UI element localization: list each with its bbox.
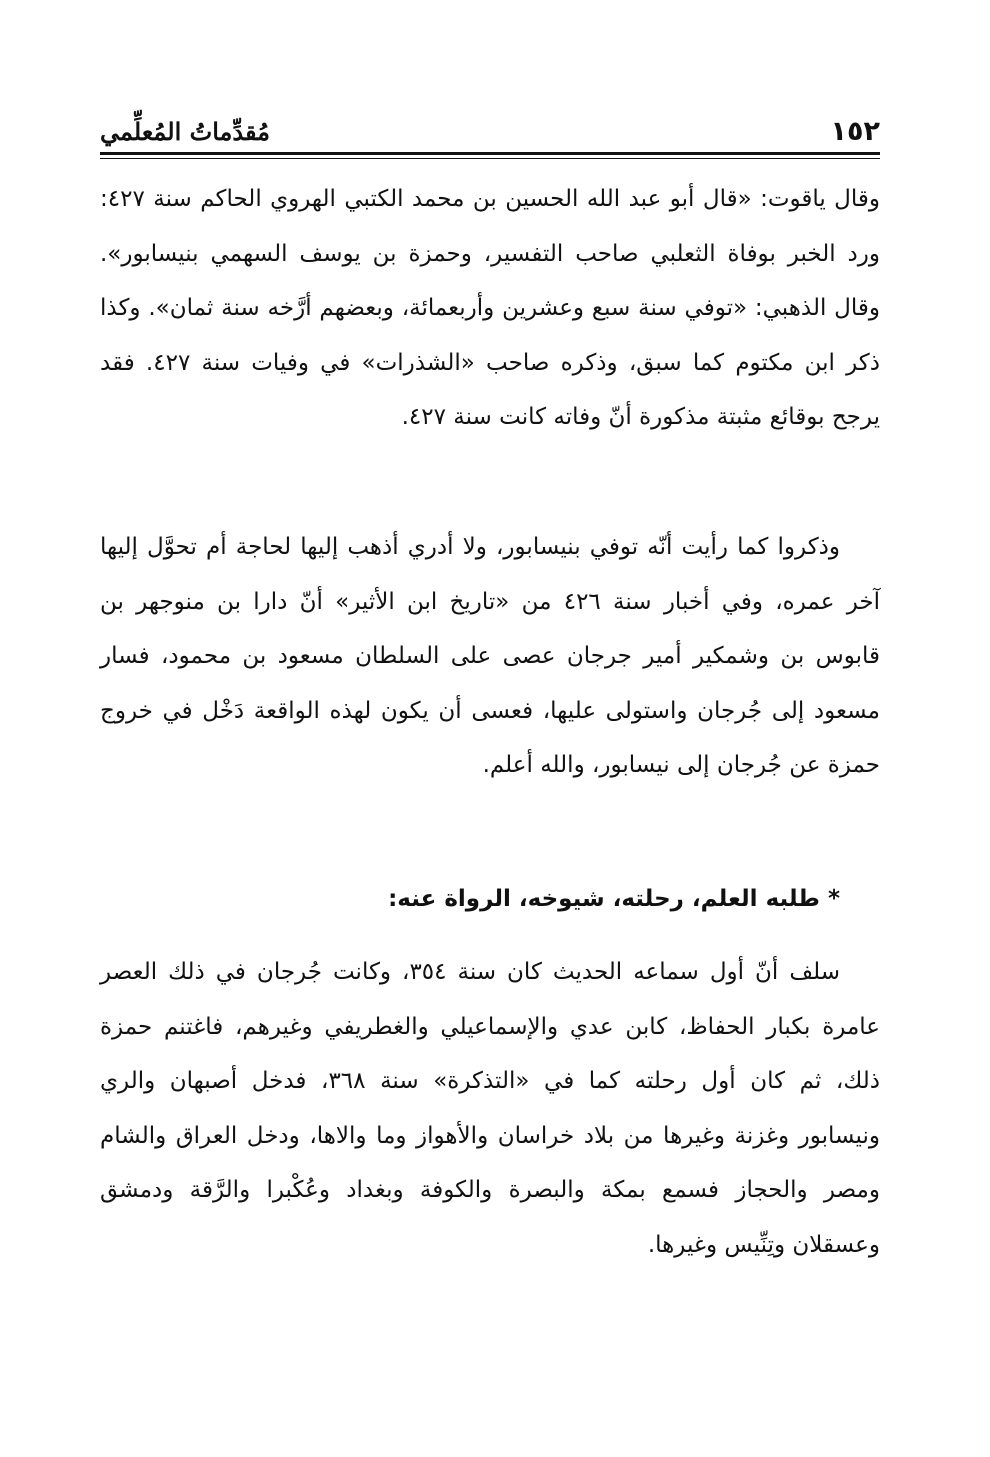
header-rule-thin xyxy=(100,158,880,159)
header-rule-thick xyxy=(100,152,880,155)
section-heading: * طلبه العلم، رحلته، شيوخه، الرواة عنه: xyxy=(388,886,840,912)
page-number: ١٥٢ xyxy=(830,116,880,147)
paragraph-death-place: وذكروا كما رأيت أنّه توفي بنيسابور، ولا أدري أذهب إليها لحاجة أم تحوَّل إليها آخر عمره، وفي أخبار سنة ٤٢٦ من «تاريخ ابن الأثير» أنّ دارا بن منوجهر بن قابوس بن وشمكير أمير جرجان عصى على السلطان مسعود بن محمود، فسار مسعود إلى جُرجان واستولى عليها، فعسى أن يكون لهذه الواقعة دَخْل في خروج حمزة عن جُرجان إلى نيسابور، والله أعلم. xyxy=(100,534,880,778)
paragraph-travels: سلف أنّ أول سماعه الحديث كان سنة ٣٥٤، وكانت جُرجان في ذلك العصر عامرة بكبار الحفاظ، كابن عدي والإسماعيلي والغطريفي وغيرهم، فاغتنم حمزة ذلك، ثم كان أول رحلته كما في «التذكرة» سنة ٣٦٨، فدخل أصبهان والري ونيسابور وغزنة وغيرها من بلاد خراسان والأهواز وما والاها، ودخل العراق والشام ومصر والحجاز فسمع بمكة والبصرة والكوفة وبغداد وعُكْبرا والرَّقة ودمشق وعسقلان وتِنِّيس وغيرها. xyxy=(100,959,880,1258)
running-header xyxy=(100,112,880,156)
paragraph-yaqut-quote: وقال ياقوت: «قال أبو عبد الله الحسين بن محمد الكتبي الهروي الحاكم سنة ٤٢٧: ورد الخبر بوفاة الثعلبي صاحب التفسير، وحمزة بن يوسف السهمي بنيسابور». وقال الذهبي: «توفي سنة سبع وعشرين وأربعمائة، وبعضهم أرَّخه سنة ثمان». وكذا ذكر ابن مكتوم كما سبق، وذكره صاحب «الشذرات» في وفيات سنة ٤٢٧. فقد يرجح بوقائع مثبتة مذكورة أنّ وفاته كانت سنة ٤٢٧. xyxy=(100,186,880,430)
book-title: مُقدِّماتُ المُعلِّمي xyxy=(100,117,270,146)
